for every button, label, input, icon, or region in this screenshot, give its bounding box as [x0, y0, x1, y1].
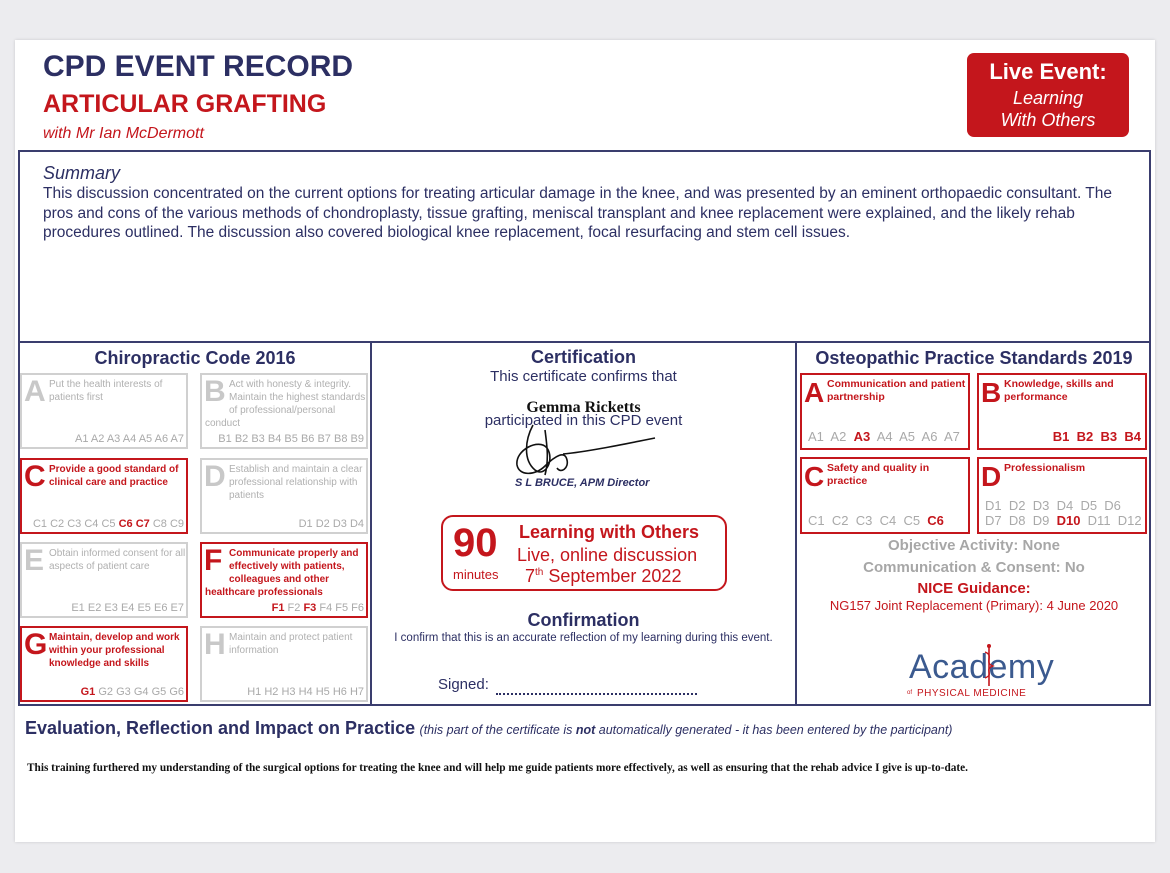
note-part: automatically generated - it has been entered by the participant)	[595, 723, 953, 737]
chiro-box-desc: Act with honesty & integrity. Maintain the highest standards of professional/personal conduct	[205, 379, 366, 429]
participant-name: Gemma Ricketts	[526, 399, 641, 416]
summary-heading: Summary	[43, 163, 121, 183]
minutes-value: 90	[453, 521, 498, 565]
code-d1: D1	[985, 498, 1002, 513]
evaluation-header	[25, 718, 952, 739]
code-b2: B2	[1076, 429, 1094, 444]
communication-consent: Communication & Consent: No	[863, 559, 1085, 576]
chiro-box-b	[200, 373, 368, 449]
evaluation-heading: Evaluation, Reflection and Impact on Practice	[25, 718, 416, 738]
event-format: Live, online discussion	[517, 545, 698, 565]
confirmation-text: I confirm that this is an accurate reflection of my learning during this event.	[394, 632, 773, 644]
code-b1: B1	[1052, 429, 1070, 444]
code-b5: B5	[284, 433, 298, 445]
code-f4: F4	[319, 602, 333, 614]
code-a3: A3	[106, 433, 121, 445]
code-e6: E6	[154, 602, 168, 614]
code-c8: C8	[152, 518, 167, 530]
code-d8: D8	[1008, 513, 1026, 528]
code-e5: E5	[137, 602, 151, 614]
code-h4: H4	[298, 686, 313, 698]
code-d10: D10	[1056, 513, 1081, 528]
code-b2: B2	[234, 433, 249, 445]
chiro-box-c	[20, 458, 188, 534]
code-d5: D5	[1080, 498, 1098, 513]
page-title: CPD EVENT RECORD	[43, 50, 354, 83]
duration-box	[441, 515, 727, 591]
chiro-box-desc: Put the health interests of patients first	[49, 379, 163, 403]
code-h2: H2	[264, 686, 279, 698]
code-f5: F5	[335, 602, 349, 614]
evaluation-note	[420, 723, 953, 737]
date-rest: September 2022	[543, 566, 682, 586]
certificate-confirms: This certificate confirms that	[490, 368, 677, 385]
osteo-box-codes	[985, 429, 1141, 444]
chiro-box-desc: Maintain, develop and work within your professional knowledge and skills	[49, 632, 180, 669]
code-c5: C5	[101, 518, 116, 530]
code-a3: A3	[853, 429, 871, 444]
codes-row	[985, 513, 1141, 528]
chiro-box-letter: H	[204, 628, 226, 661]
code-f6: F6	[351, 602, 364, 614]
osteo-box-codes	[808, 429, 964, 444]
code-d9: D9	[1032, 513, 1050, 528]
caduceus-icon	[981, 642, 997, 688]
codes-row	[808, 513, 964, 528]
minutes-label: minutes	[453, 567, 499, 582]
code-a6: A6	[921, 429, 938, 444]
logo-of: of	[907, 690, 913, 696]
osteo-box-d	[977, 457, 1147, 534]
confirmation-heading: Confirmation	[527, 610, 640, 630]
evaluation-text: This training furthered my understanding of the surgical options for treating the knee and will help me guide patients more effectively, as well as ensuring that the rehab advice I give is up-to-date.	[27, 762, 968, 774]
code-e7: E7	[170, 602, 184, 614]
code-h5: H5	[315, 686, 330, 698]
code-d3: D3	[1032, 498, 1050, 513]
code-g2: G2	[98, 686, 113, 698]
chiro-box-h	[200, 626, 368, 702]
chiro-box-d	[200, 458, 368, 534]
chiro-box-e	[20, 542, 188, 618]
codes-row	[985, 429, 1141, 444]
code-c6: C6	[118, 518, 133, 530]
code-c5: C5	[903, 513, 921, 528]
code-g6: G6	[169, 686, 184, 698]
osteo-box-desc: Communication and patient partnership	[827, 378, 966, 403]
code-a4: A4	[876, 429, 893, 444]
event-type: Learning with Others	[519, 522, 700, 542]
chiro-box-codes	[71, 602, 184, 614]
chiro-box-desc: Obtain informed consent for all aspects of patient care	[49, 548, 186, 572]
note-part: (this part of the certificate is	[419, 723, 576, 737]
code-d2: D2	[1008, 498, 1026, 513]
code-b7: B7	[317, 433, 331, 445]
code-d1: D1	[298, 518, 313, 530]
osteo-box-codes	[985, 498, 1141, 528]
code-e1: E1	[71, 602, 85, 614]
code-a5: A5	[138, 433, 153, 445]
code-g4: G4	[133, 686, 149, 698]
code-c9: C9	[169, 518, 184, 530]
code-b6: B6	[300, 433, 315, 445]
chiro-box-desc: Maintain and protect patient information	[229, 632, 353, 656]
chiro-box-codes	[247, 686, 364, 698]
code-d6: D6	[1104, 498, 1121, 513]
osteo-box-letter: B	[981, 377, 1002, 408]
objective-activity: Objective Activity: None	[888, 537, 1060, 554]
code-c2: C2	[50, 518, 65, 530]
date-day: 7	[525, 566, 536, 586]
chiro-box-letter: B	[204, 375, 226, 408]
code-b9: B9	[350, 433, 364, 445]
logo-word: Academy	[909, 648, 1055, 686]
chiro-box-letter: G	[24, 628, 48, 661]
live-event-badge	[967, 53, 1129, 137]
code-e2: E2	[87, 602, 102, 614]
code-h6: H6	[332, 686, 347, 698]
code-b8: B8	[334, 433, 348, 445]
director-signature	[505, 420, 665, 482]
chiro-box-letter: D	[204, 460, 226, 493]
chiro-box-codes	[272, 602, 364, 614]
code-c4: C4	[84, 518, 99, 530]
nice-heading: NICE Guidance:	[917, 580, 1031, 597]
chiro-heading: Chiropractic Code 2016	[94, 348, 296, 368]
code-d4: D4	[349, 518, 364, 530]
presenter: with Mr Ian McDermott	[43, 125, 204, 142]
code-d12: D12	[1117, 513, 1142, 528]
event-date	[525, 566, 681, 587]
date-suffix: th	[535, 567, 544, 578]
code-c4: C4	[879, 513, 897, 528]
director-name: S L BRUCE, APM Director	[515, 477, 650, 489]
code-d11: D11	[1087, 513, 1111, 528]
divider	[795, 342, 797, 706]
chiro-box-g	[20, 626, 188, 702]
code-e3: E3	[104, 602, 118, 614]
code-a2: A2	[830, 429, 847, 444]
code-h3: H3	[281, 686, 296, 698]
chiro-box-codes	[75, 433, 184, 445]
codes-row	[985, 498, 1141, 513]
code-b4: B4	[267, 433, 282, 445]
code-a5: A5	[899, 429, 916, 444]
course-title: ARTICULAR GRAFTING	[43, 90, 327, 118]
code-a1: A1	[808, 429, 824, 444]
divider	[18, 341, 1151, 343]
note-emphasis: not	[575, 723, 596, 737]
osteo-box-desc: Knowledge, skills and performance	[1004, 378, 1114, 403]
badge-line-2: Learning	[1012, 88, 1084, 108]
code-c3: C3	[67, 518, 82, 530]
code-e4: E4	[120, 602, 135, 614]
code-b4: B4	[1124, 429, 1141, 444]
code-c1: C1	[32, 518, 47, 530]
signature-line[interactable]	[496, 693, 697, 695]
logo-sub: PHYSICAL MEDICINE	[917, 688, 1027, 699]
code-f2: F2	[287, 602, 301, 614]
osteo-box-letter: A	[804, 377, 825, 408]
code-b3: B3	[1100, 429, 1118, 444]
code-d3: D3	[332, 518, 347, 530]
code-a7: A7	[170, 433, 184, 445]
osteo-box-a	[800, 373, 970, 450]
chiro-box-codes	[218, 433, 364, 445]
code-c1: C1	[808, 513, 825, 528]
chiro-box-letter: C	[24, 460, 46, 493]
certification-heading: Certification	[530, 347, 636, 367]
summary-text: This discussion concentrated on the current options for treating articular damage in the knee, and was presented by an eminent orthopaedic consultant. The pros and cons of the various methods of chondroplasty, tissue grafting, meniscal transplant and knee replacement were explained, and the likely rehab procedures outlined. The discussion also covered biological knee replacement, focal resurfacing and stem cell issues.	[43, 185, 1112, 241]
osteo-heading: Osteopathic Practice Standards 2019	[815, 348, 1133, 368]
chiro-box-desc: Provide a good standard of clinical care and practice	[49, 464, 179, 488]
code-g3: G3	[116, 686, 131, 698]
osteo-box-desc: Professionalism	[1004, 462, 1086, 474]
chiro-box-letter: A	[24, 375, 46, 408]
chiro-box-letter: E	[24, 544, 45, 577]
code-f3: F3	[303, 602, 317, 614]
academy-logo	[905, 648, 1075, 700]
code-a7: A7	[943, 429, 960, 444]
chiro-box-letter: F	[204, 544, 223, 577]
chiro-box-desc: Establish and maintain a clear professional relationship with patients	[229, 464, 363, 501]
code-g5: G5	[151, 686, 167, 698]
osteo-box-letter: C	[804, 461, 825, 492]
code-g1: G1	[80, 686, 96, 698]
code-d2: D2	[315, 518, 330, 530]
code-a6: A6	[154, 433, 169, 445]
code-b1: B1	[218, 433, 232, 445]
osteo-box-b	[977, 373, 1147, 450]
participation-line: participated in this CPD event	[484, 412, 683, 429]
osteo-box-letter: D	[981, 461, 1002, 492]
code-a4: A4	[122, 433, 137, 445]
code-d7: D7	[985, 513, 1002, 528]
codes-row	[808, 429, 964, 444]
chiro-box-desc: Communicate properly and effectively with patients, colleagues and other healthcare professionals	[205, 548, 359, 598]
code-d4: D4	[1056, 498, 1074, 513]
code-f1: F1	[271, 602, 285, 614]
divider	[370, 342, 372, 706]
badge-line-3: With Others	[1000, 110, 1096, 130]
chiro-box-f	[200, 542, 368, 618]
code-h7: H7	[349, 686, 364, 698]
code-c6: C6	[927, 513, 944, 528]
osteo-box-desc: Safety and quality in practice	[827, 462, 930, 487]
chiro-box-codes	[299, 518, 364, 530]
code-a2: A2	[90, 433, 105, 445]
cpd-certificate	[15, 40, 1155, 842]
code-c3: C3	[855, 513, 873, 528]
osteo-box-c	[800, 457, 970, 534]
nice-text: NG157 Joint Replacement (Primary): 4 June 2020	[829, 598, 1119, 613]
signed-label: Signed:	[438, 676, 489, 693]
osteo-box-codes	[808, 513, 964, 528]
chiro-box-codes	[81, 686, 184, 698]
chiro-box-a	[20, 373, 188, 449]
chiro-box-codes	[33, 518, 184, 530]
code-b3: B3	[251, 433, 265, 445]
code-c2: C2	[831, 513, 849, 528]
badge-line-1: Live Event:	[989, 59, 1107, 84]
code-a1: A1	[75, 433, 89, 445]
code-c7: C7	[135, 518, 150, 530]
code-h1: H1	[247, 686, 262, 698]
